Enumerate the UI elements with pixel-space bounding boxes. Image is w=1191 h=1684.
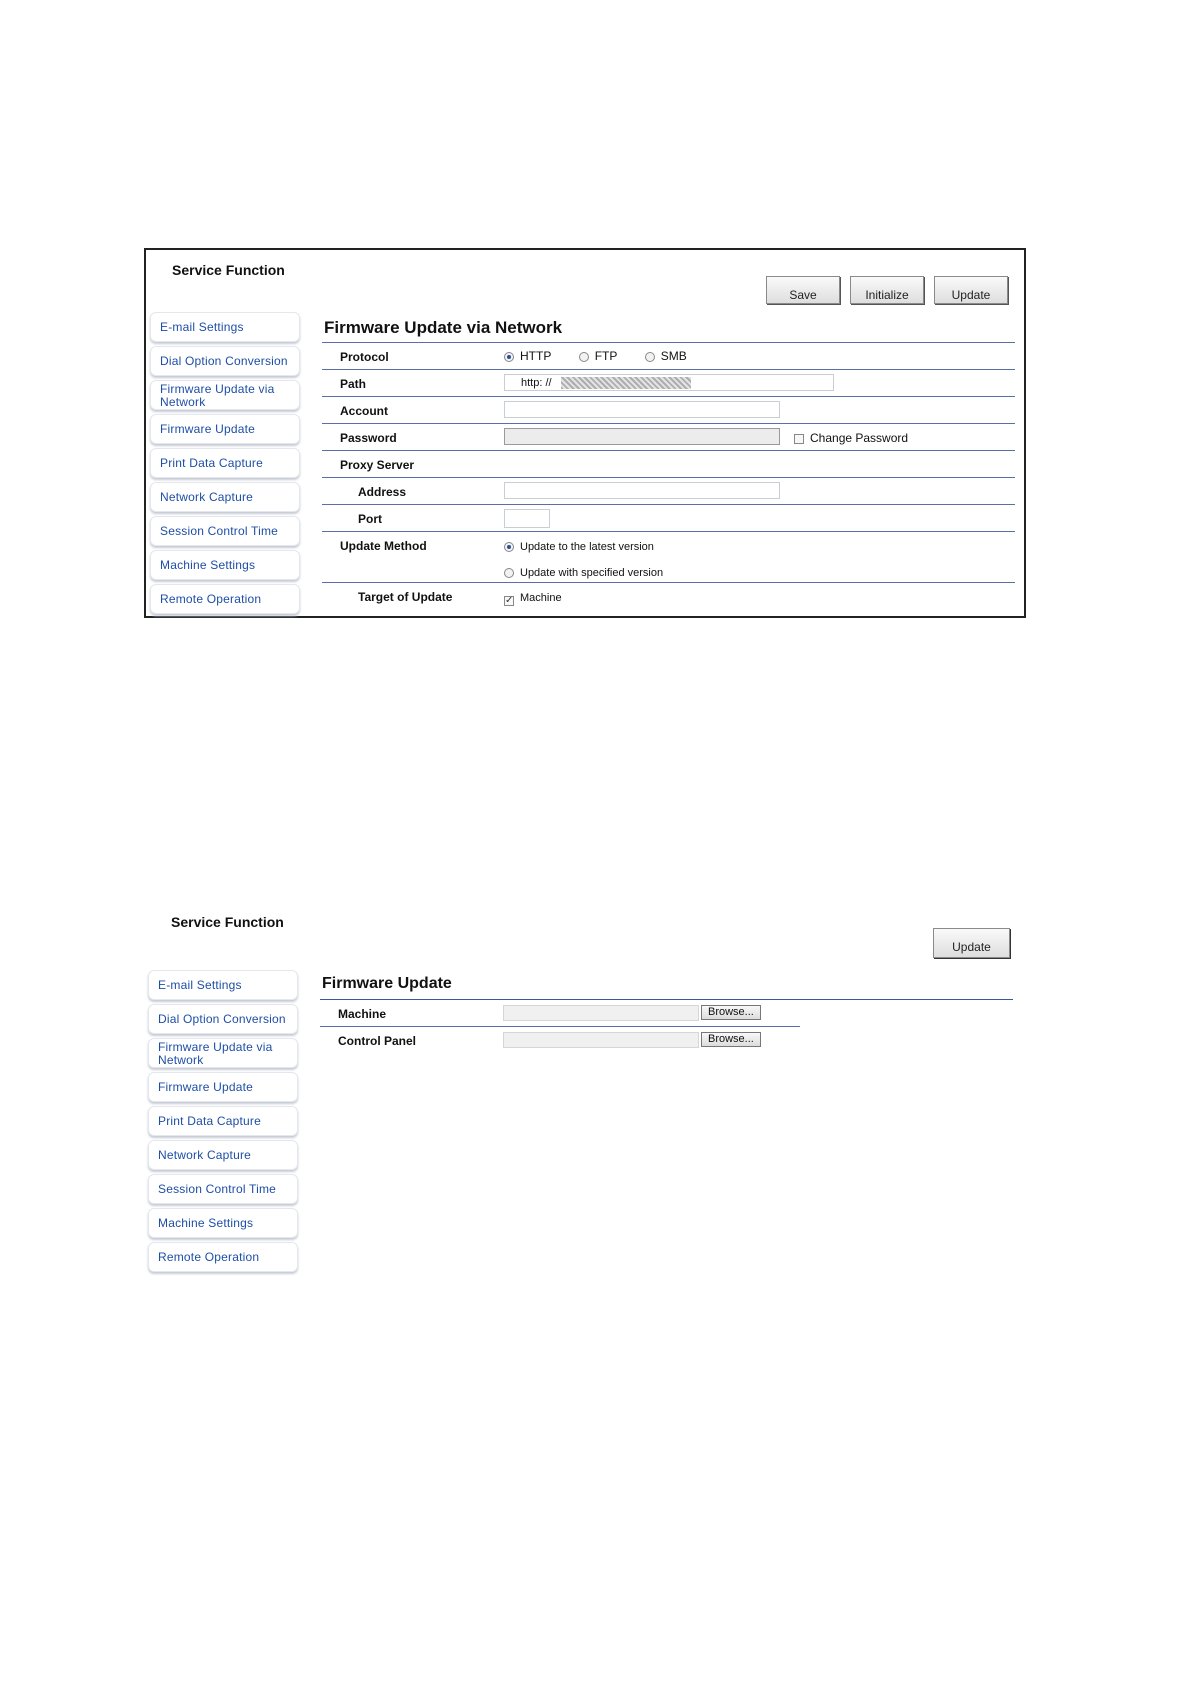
password-row <box>322 424 1015 451</box>
path-input[interactable] <box>504 374 834 391</box>
path-label: Path <box>340 377 367 391</box>
sidebar-item-machine-settings[interactable] <box>148 1208 298 1238</box>
change-password-label: Change Password <box>810 431 909 445</box>
machine-browse-button[interactable]: Browse... <box>701 1005 761 1020</box>
proxy-address-input[interactable] <box>504 482 780 499</box>
control-panel-label: Control Panel <box>338 1034 417 1048</box>
sidebar-item-firmware-update-via-network[interactable] <box>148 1038 298 1068</box>
sidebar-item-label: Firmware Update via Network <box>160 382 275 409</box>
sidebar-item-label: Dial Option Conversion <box>160 354 288 368</box>
sidebar-item-remote-operation[interactable] <box>148 1242 298 1272</box>
sidebar-item-session-control-time[interactable] <box>148 1174 298 1204</box>
sidebar-item-firmware-update[interactable] <box>150 414 300 444</box>
update-latest-radio[interactable] <box>504 542 514 552</box>
machine-file-input[interactable] <box>503 1005 699 1021</box>
path-row <box>322 370 1015 397</box>
main-content <box>320 975 1013 1053</box>
change-password-checkbox[interactable] <box>794 434 804 444</box>
sidebar-item-label: Session Control Time <box>158 1182 277 1196</box>
update-latest-label: Update to the latest version <box>520 541 654 553</box>
sidebar-item-dial-option-conversion[interactable] <box>148 1004 298 1034</box>
sidebar-item-label: Print Data Capture <box>158 1114 261 1128</box>
account-input[interactable] <box>504 401 780 418</box>
path-prefix: http: // <box>521 377 552 389</box>
sidebar-item-network-capture[interactable] <box>148 1140 298 1170</box>
sidebar-item-dial-option-conversion[interactable] <box>150 346 300 376</box>
target-machine-checkbox[interactable]: ✓ <box>505 595 514 606</box>
sidebar-item-label: Firmware Update via Network <box>158 1040 273 1067</box>
sidebar-item-print-data-capture[interactable] <box>148 1106 298 1136</box>
page-title: Firmware Update via Network <box>322 318 1015 343</box>
update-button[interactable]: Update <box>934 276 1008 304</box>
service-function-panel-firmware <box>144 900 1026 1280</box>
sidebar-item-email-settings[interactable] <box>150 312 300 342</box>
control-panel-firmware-row <box>320 1027 800 1053</box>
protocol-label: Protocol <box>340 350 389 364</box>
service-function-title: Service Function <box>172 262 285 278</box>
machine-label: Machine <box>338 1007 387 1021</box>
sidebar-menu <box>148 970 298 1276</box>
target-of-update-row <box>322 583 1015 609</box>
proxy-server-row <box>322 451 1015 478</box>
sidebar-item-label: Machine Settings <box>158 1216 254 1230</box>
sidebar-item-label: Firmware Update <box>158 1080 254 1094</box>
sidebar-item-label: Session Control Time <box>160 524 279 538</box>
protocol-smb-label: SMB <box>660 349 687 363</box>
protocol-http-radio[interactable] <box>504 352 514 362</box>
target-machine-option <box>504 590 586 606</box>
sidebar-item-network-capture[interactable] <box>150 482 300 512</box>
proxy-port-row <box>322 505 1015 532</box>
update-specified-radio[interactable] <box>504 568 514 578</box>
password-label: Password <box>340 431 397 445</box>
protocol-ftp-radio[interactable] <box>579 352 589 362</box>
sidebar-item-label: E-mail Settings <box>160 320 244 334</box>
sidebar-item-email-settings[interactable] <box>148 970 298 1000</box>
sidebar-item-remote-operation[interactable] <box>150 584 300 614</box>
sidebar-item-label: Network Capture <box>160 490 254 504</box>
main-content <box>322 318 1015 609</box>
target-of-update-label: Target of Update <box>358 590 453 604</box>
initialize-button[interactable]: Initialize <box>850 276 924 304</box>
save-button[interactable]: Save <box>766 276 840 304</box>
update-button[interactable]: Update <box>933 928 1010 958</box>
control-panel-file-input[interactable] <box>503 1032 699 1048</box>
sidebar-item-print-data-capture[interactable] <box>150 448 300 478</box>
password-input[interactable] <box>504 428 780 445</box>
update-method-row <box>322 532 1015 583</box>
account-label: Account <box>340 404 388 418</box>
sidebar-item-firmware-update-via-network[interactable] <box>150 380 300 410</box>
protocol-http-label: HTTP <box>520 349 552 363</box>
change-password-control <box>794 431 932 445</box>
protocol-smb-radio[interactable] <box>645 352 655 362</box>
update-method-label: Update Method <box>340 539 427 553</box>
sidebar-item-session-control-time[interactable] <box>150 516 300 546</box>
sidebar-item-label: Remote Operation <box>158 1250 260 1264</box>
protocol-radio-group <box>504 349 711 363</box>
proxy-address-row <box>322 478 1015 505</box>
sidebar-item-label: Print Data Capture <box>160 456 263 470</box>
service-function-title: Service Function <box>171 914 284 930</box>
sidebar-item-label: E-mail Settings <box>158 978 242 992</box>
protocol-row <box>322 343 1015 370</box>
port-label: Port <box>358 512 382 526</box>
update-method-latest-option <box>504 539 678 553</box>
sidebar-item-firmware-update[interactable] <box>148 1072 298 1102</box>
machine-firmware-row <box>320 1000 800 1027</box>
target-machine-label: Machine <box>520 592 562 604</box>
sidebar-item-label: Remote Operation <box>160 592 262 606</box>
update-method-specified-option <box>504 565 687 579</box>
page-title: Firmware Update <box>320 975 1013 1000</box>
update-specified-label: Update with specified version <box>520 567 664 579</box>
control-panel-browse-button[interactable]: Browse... <box>701 1032 761 1047</box>
sidebar-item-label: Dial Option Conversion <box>158 1012 286 1026</box>
protocol-ftp-label: FTP <box>594 349 618 363</box>
service-function-panel-network <box>144 248 1026 618</box>
account-row <box>322 397 1015 424</box>
proxy-port-input[interactable] <box>504 509 550 528</box>
sidebar-item-label: Network Capture <box>158 1148 252 1162</box>
sidebar-item-label: Machine Settings <box>160 558 256 572</box>
sidebar-item-label: Firmware Update <box>160 422 256 436</box>
sidebar-item-machine-settings[interactable] <box>150 550 300 580</box>
path-redacted-value <box>561 377 691 389</box>
sidebar-menu <box>150 312 300 618</box>
proxy-server-label: Proxy Server <box>340 458 415 472</box>
address-label: Address <box>358 485 407 499</box>
